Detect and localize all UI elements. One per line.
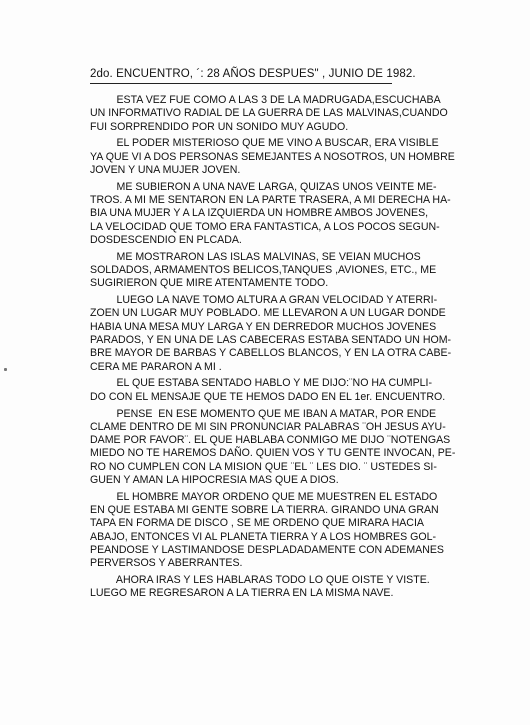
paragraph	[90, 94, 460, 134]
title-underline	[90, 83, 392, 84]
text-line: CLAME DENTRO DE MI SIN PRONUNCIAR PALABRAS ¨OH JESUS AYU-	[90, 420, 446, 433]
text-line: HABIA UNA MESA MUY LARGA Y EN DERREDOR MUCHOS JOVENES	[90, 320, 437, 333]
text-line: TAPA EN FORMA DE DISCO , SE ME ORDENO QUE MIRARA HACIA	[90, 517, 424, 530]
text-line: PERVERSOS Y ABERRANTES.	[90, 557, 243, 570]
text-line: EL PODER MISTERIOSO QUE ME VINO A BUSCAR, ERA VISIBLE	[90, 137, 439, 150]
text-line: MIEDO NO TE HAREMOS DAÑO. QUIEN VOS Y TU GENTE INVOCAN, PE-	[90, 447, 456, 460]
text-line: DO CON EL MENSAJE QUE TE HEMOS DADO EN EL 1er. ENCUENTRO.	[90, 390, 446, 403]
paragraph	[90, 377, 460, 404]
paragraph	[90, 137, 460, 177]
text-line: BRE MAYOR DE BARBAS Y CABELLOS BLANCOS, Y EN LA OTRA CABE-	[90, 347, 452, 360]
text-line: DOSDESCENDIO EN PLCADA.	[90, 233, 242, 246]
text-line: GUEN Y AMAN LA HIPOCRESIA MAS QUE A DIOS.	[90, 474, 339, 487]
text-line: JOVEN Y UNA MUJER JOVEN.	[90, 163, 241, 176]
paragraph	[90, 251, 460, 291]
text-line: ZOEN UN LUGAR MUY POBLADO. ME LLEVARON A UN LUGAR DONDE	[90, 307, 446, 320]
paragraph	[90, 491, 460, 571]
text-line: TROS. A MI ME SENTARON EN LA PARTE TRASERA, A MI DERECHA HA-	[90, 194, 451, 207]
text-line: EN QUE ESTABA MI GENTE SOBRE LA TIERRA. GIRANDO UNA GRAN	[90, 504, 439, 517]
text-line: DAME POR FAVOR¨. EL QUE HABLABA CONMIGO ME DIJO ¨NOTENGAS	[90, 434, 451, 447]
text-line: LUEGO ME REGRESARON A LA TIERRA EN LA MISMA NAVE.	[90, 587, 394, 600]
text-line: EL QUE ESTABA SENTADO HABLO Y ME DIJO:¨NO HA CUMPLI-	[90, 377, 433, 390]
text-line: BIA UNA MUJER Y A LA IZQUIERDA UN HOMBRE AMBOS JOVENES,	[90, 207, 429, 220]
text-line: FUI SORPRENDIDO POR UN SONIDO MUY AGUDO.	[90, 120, 349, 133]
text-line: UN INFORMATIVO RADIAL DE LA GUERRA DE LAS MALVINAS,CUANDO	[90, 107, 448, 120]
text-line: LUEGO LA NAVE TOMO ALTURA A GRAN VELOCIDAD Y ATERRI-	[90, 294, 438, 307]
scan-speck	[4, 368, 7, 371]
paragraph	[90, 574, 460, 601]
text-line: PENSE EN ESE MOMENTO QUE ME IBAN A MATAR, POR ENDE	[90, 407, 437, 420]
text-line: YA QUE VI A DOS PERSONAS SEMEJANTES A NOSOTROS, UN HOMBRE	[90, 150, 455, 163]
text-line: EL HOMBRE MAYOR ORDENO QUE ME MUESTREN EL ESTADO	[90, 490, 438, 503]
text-line: CERA ME PARARON A MI .	[90, 360, 222, 373]
text-line: AHORA IRAS Y LES HABLARAS TODO LO QUE OISTE Y VISTE.	[90, 574, 430, 587]
page-title: 2do. ENCUENTRO, ´: 28 AÑOS DESPUES" , JUNIO DE 1982.	[90, 68, 416, 80]
paragraph	[90, 294, 460, 374]
document-body	[90, 94, 460, 601]
text-line: LA VELOCIDAD QUE TOMO ERA FANTASTICA, A LOS POCOS SEGUN-	[90, 220, 440, 233]
text-line: ABAJO, ENTONCES VI AL PLANETA TIERRA Y A LOS HOMBRES GOL-	[90, 530, 436, 543]
text-line: ME MOSTRARON LAS ISLAS MALVINAS, SE VEIAN MUCHOS	[90, 250, 421, 263]
paragraph	[90, 408, 460, 488]
text-line: RO NO CUMPLEN CON LA MISION QUE ¨EL ¨ LES DIO. ¨ USTEDES SI-	[90, 460, 437, 473]
text-line: SOLDADOS, ARMAMENTOS BELICOS,TANQUES ,AVIONES, ETC., ME	[90, 264, 437, 277]
text-line: SUGIRIERON QUE MIRE ATENTAMENTE TODO.	[90, 277, 329, 290]
text-line: ME SUBIERON A UNA NAVE LARGA, QUIZAS UNOS VEINTE ME-	[90, 180, 437, 193]
text-line: PARADOS, Y EN UNA DE LAS CABECERAS ESTABA SENTADO UN HOM-	[90, 334, 452, 347]
text-line: PEANDOSE Y LASTIMANDOSE DESPLADADAMENTE CON ADEMANES	[90, 544, 445, 556]
text-line: ESTA VEZ FUE COMO A LAS 3 DE LA MADRUGADA,ESCUCHABA	[90, 94, 441, 106]
paragraph	[90, 181, 460, 247]
